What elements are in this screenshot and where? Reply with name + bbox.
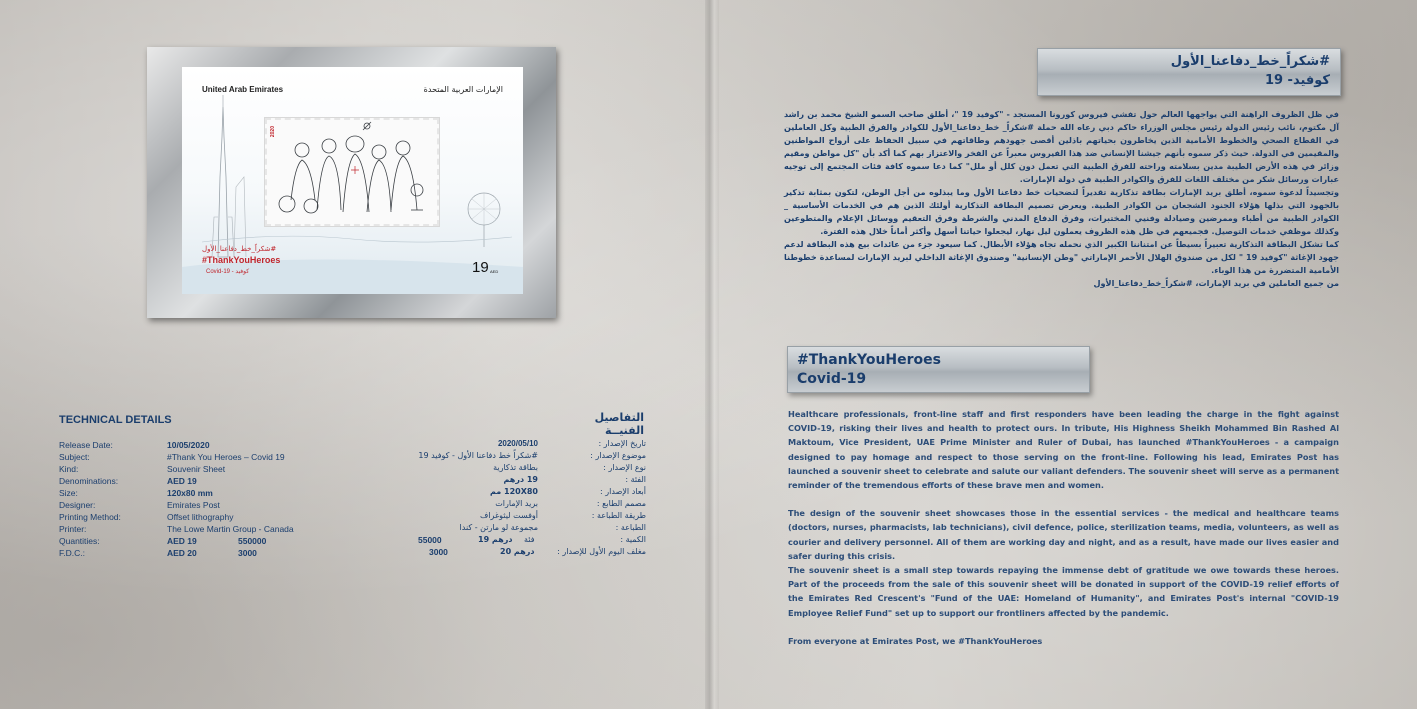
arabic-paragraph: من جميع العاملين في بريد الإمارات، #شكراً_خط_دفاعنا_الأول bbox=[1093, 278, 1339, 288]
tech-value: 10/05/2020 bbox=[167, 440, 210, 450]
tech-label: Quantities: bbox=[59, 536, 100, 546]
tech-label: Printing Method: bbox=[59, 512, 121, 522]
tech-value-ar: بطاقة تذكارية bbox=[493, 463, 538, 472]
tech-label: Release Date: bbox=[59, 440, 113, 450]
souvenir-sheet-frame bbox=[147, 47, 556, 318]
arabic-paragraph: وتجسيداً لدعوة سموه، أطلق بريد الإمارات بطاقة تذكارية تقديراً لتضحيات خط دفاعنا الأول وما يبذلوه من أجل الوطن، لتكون بمثابة تذكير بالجهود التي بذلها هؤلاء الجنود الشجعان من الكوادر الطبية. ويعرض تصميم البطاقة التذكارية أولئك الذين هم في الخدمات الأساسية _ الكوادر الطبية من أطباء وممرضين وصيادلة وفنيي المختبرات، وفرق الدفاع المدني والشرطة وفرق التعقيم ووسائل الإعلام والمتطوعين وكذلك موظفي خدمات التوصيل. فجميعهم في ظل هذه الظروف يعملون ليل نهار، ليجعلوا حياتنا أسهل وأكثر أماناً خلال هذه الفترة. bbox=[784, 187, 1339, 236]
tech-label-ar: الكمية : bbox=[620, 535, 646, 544]
technical-details-title: TECHNICAL DETAILS bbox=[59, 414, 172, 426]
stamp-perforated bbox=[265, 118, 439, 226]
tech-label: F.D.C.: bbox=[59, 548, 85, 558]
tech-value: The Lowe Martin Group - Canada bbox=[167, 524, 294, 534]
tech-qty-ar: 55000 bbox=[418, 535, 442, 545]
tech-value-ar: 20 درهم bbox=[500, 547, 535, 556]
tech-value-ar: 120X80 مم bbox=[489, 487, 538, 496]
english-paragraph: From everyone at Emirates Post, we #ThankYouHeroes bbox=[788, 635, 1043, 646]
english-paragraph: Healthcare professionals, front-line staff and first responders have been leading the charge in the fight against COVID-19, risking their lives and health to protect ours. In tribute, His Highness Sheikh Mohammed Bin Rashed Al Maktoum, Vice President, UAE Prime Minister and Ruler of Dubai, has launched #ThankYouHeroes - a campaign designed to pay homage and respect to those serving on the front-line. Following his lead, Emirates Post has launched a souvenir sheet to celebrate and salute our valiant defenders. The souvenir sheet will serve as a permanent reminder of the tremendous efforts of these brave men and women. bbox=[788, 409, 1339, 491]
english-paragraph: The souvenir sheet is a small step towards repaying the immense debt of gratitude we owe towards these heroes. Part of the proceeds from the sale of this souvenir sheet will be donated in support of the COVID-19 relief efforts of the Emirates Red Crescent's "Fund of the UAE: Homeland of Humanity", and Emirates Post's internal "COVID-19 Employee Relief Fund" set up to support our frontliners affected by the pandemic. bbox=[788, 565, 1339, 618]
arabic-body bbox=[784, 108, 1339, 290]
tech-label: Printer: bbox=[59, 524, 87, 534]
tech-value: 120x80 mm bbox=[167, 488, 213, 498]
stamp-year: 2020 bbox=[270, 126, 276, 138]
tech-label: Designer: bbox=[59, 500, 96, 510]
tech-value-qty: 3000 bbox=[238, 548, 257, 558]
stamp-value: 19 bbox=[472, 259, 489, 276]
tech-qty-ar: 3000 bbox=[429, 547, 448, 557]
tech-label-ar: نوع الإصدار : bbox=[603, 463, 646, 472]
tech-label-ar: الفئة : bbox=[625, 475, 646, 484]
english-title-line2: Covid-19 bbox=[797, 371, 867, 387]
tech-label-ar: مغلف اليوم الأول للإصدار : bbox=[557, 547, 646, 556]
english-paragraph: The design of the souvenir sheet showcases those in the essential services - the medical and healthcare teams (doctors, nurses, pharmacists, lab technicians), civil defence, police, sterilization teams, media, volunteers, as well as courier and delivery personnel. All of them are working day and night, and as a result, have made our lives easier and safer during this crisis. bbox=[788, 508, 1339, 561]
tech-value: Emirates Post bbox=[167, 500, 220, 510]
covid-label: Covid-19 - كوفيد bbox=[206, 269, 250, 275]
arabic-title-plate bbox=[1037, 48, 1341, 96]
tech-value-ar: بريد الإمارات bbox=[495, 499, 538, 508]
arabic-title-line1: #شكراً_خط_دفاعنا_الأول bbox=[1170, 54, 1330, 69]
arabic-paragraph: كما تشكل البطاقة التذكارية تعبيراً بسيطاً عن امتناننا الكبير الذي نحمله تجاه هؤلاء الأبطال. كما سيعود جزء من عائدات بيع هذه البطاقة لدعم جهود الإغاثة "كوفيد 19 " لكل من صندوق الهلال الأحمر الإماراتي "وطن الإنسانية" وصندوق الإغاثة الداخلي لبريد الإمارات لمساعدة خطوطنا الأمامية المتضررة من هذا الوباء. bbox=[784, 239, 1339, 275]
tech-value-ar: 2020/05/10 bbox=[497, 439, 538, 448]
tech-label-ar: موضوع الإصدار : bbox=[590, 451, 646, 460]
tech-value: AED 19 bbox=[167, 476, 197, 486]
tech-value: Souvenir Sheet bbox=[167, 464, 226, 474]
tech-label-ar: تاريخ الإصدار : bbox=[598, 439, 646, 448]
english-body bbox=[788, 407, 1339, 648]
souvenir-sheet bbox=[182, 67, 523, 294]
tech-value-ar: #شكراً خط دفاعنا الأول - كوفيد 19 bbox=[418, 451, 538, 460]
tech-value-ar: 19 درهم bbox=[503, 475, 538, 484]
tech-value: #Thank You Heroes – Covid 19 bbox=[167, 452, 285, 462]
tech-value-qty: 550000 bbox=[238, 536, 267, 546]
stamp-currency: AED bbox=[490, 269, 499, 274]
tech-value-ar: 19 درهم bbox=[478, 535, 513, 544]
tech-value: AED 19 bbox=[167, 536, 197, 546]
tech-label-ar: مصمم الطابع : bbox=[596, 499, 646, 508]
tech-value: Offset lithography bbox=[167, 512, 234, 522]
country-name-en: United Arab Emirates bbox=[202, 85, 284, 94]
tech-label: Kind: bbox=[59, 464, 79, 474]
tech-label: Subject: bbox=[59, 452, 90, 462]
tech-value: AED 20 bbox=[167, 548, 197, 558]
tech-label: Denominations: bbox=[59, 476, 119, 486]
english-title-plate bbox=[787, 346, 1090, 393]
hashtag-arabic: #شكراً_خط_دفاعنا_الأول bbox=[202, 245, 277, 253]
tech-label: Size: bbox=[59, 488, 78, 498]
english-title-line1: #ThankYouHeroes bbox=[797, 352, 941, 368]
tech-value-ar: مجموعة لو مارتن - كندا bbox=[459, 523, 538, 532]
tech-label-ar: أبعاد الإصدار : bbox=[600, 487, 646, 496]
arabic-paragraph: في ظل الظروف الراهنة التي يواجهها العالم حول تفشي فيروس كورونا المستجد - "كوفيد 19 "، أطلق صاحب السمو الشيخ محمد بن راشد آل مكتوم، نائب رئيس الدولة رئيس مجلس الوزراء حاكم دبي رعاه الله حملة #شكراً_ خط_دفاعنا_الأول للكوادر والفرق الطبية وكل العاملين في القطاع الصحي والخطوط الأمامية الذين يخاطرون بحياتهم باذلين أقصى جهودهم وطاقاتهم في سبيل الحفاظ على أرواح المواطنين والمقيمين في الدولة. حيث ذكر سموه بأنهم جيشنا الإنساني ضد هذا الفيروس معبراً عن الفخر والاعتزاز بهم كما أكد بأن "كل مواطن ومقيم وزائر في هذه الأرض الطيبة مدين بسلامته وراحته للفرق الطبية التي تعمل دون كلل أو ملل" كما دعا سموه كافة فئات المجتمع إلى توجيه عبارات ورسائل شكر من مختلف اللغات للفرق والكوادر الطبية في دولة الإمارات. bbox=[784, 109, 1339, 184]
tech-label-ar: طريقة الطباعة : bbox=[591, 511, 646, 520]
arabic-title-line2: كوفيد- 19 bbox=[1264, 73, 1330, 88]
page-spine bbox=[705, 0, 719, 709]
country-name-ar: الإمارات العربية المتحدة bbox=[423, 85, 503, 94]
heroes-illustration bbox=[267, 120, 437, 224]
hashtag-english: #ThankYouHeroes bbox=[202, 255, 281, 265]
tech-label-ar: الطباعة : bbox=[615, 523, 646, 532]
technical-details-title-ar: التفاصيل الفنيــة bbox=[594, 411, 644, 437]
tech-extra-ar: فئة bbox=[524, 535, 535, 544]
tech-value-ar: أوفست ليثوغراف bbox=[480, 511, 538, 520]
